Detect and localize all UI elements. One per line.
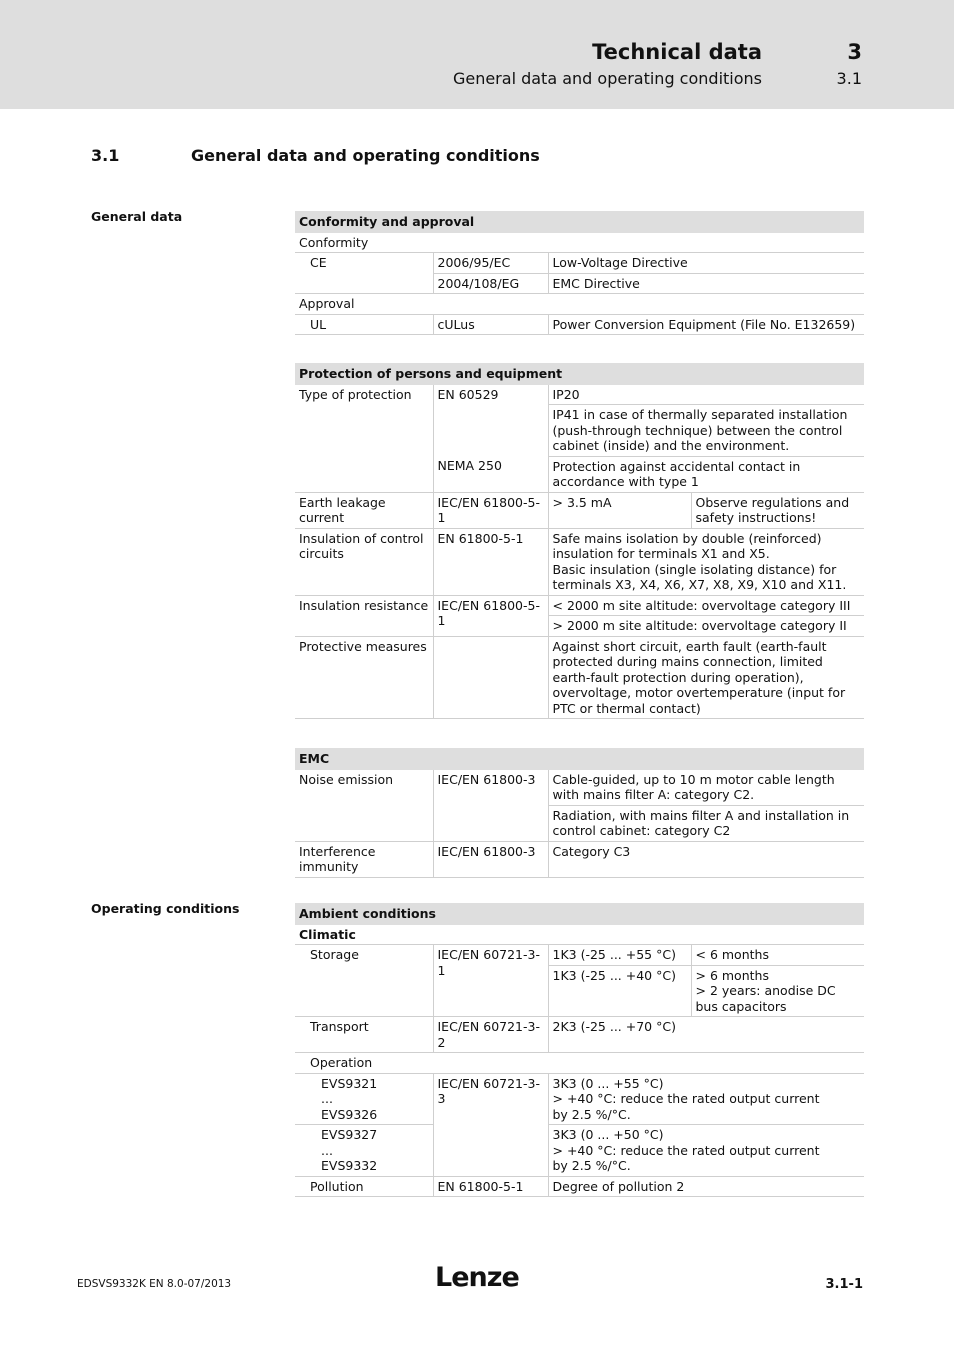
- table-heading: Conformity and approval: [295, 211, 864, 233]
- row-label: Insulation of control circuits: [295, 528, 433, 595]
- value-line: > 6 months: [695, 967, 769, 983]
- std-cell: NEMA 250: [433, 456, 548, 492]
- side-label-general: General data: [91, 209, 183, 224]
- page-header: [0, 0, 954, 109]
- row-label: Noise emission: [295, 770, 433, 842]
- row-label: Pollution: [295, 1176, 433, 1197]
- section-title: General data and operating conditions: [191, 146, 540, 165]
- note-cell: [691, 965, 864, 1017]
- lenze-logo: Lenze: [435, 1262, 519, 1293]
- protection-table: [295, 363, 864, 719]
- std-cell: EN 61800-5-1: [433, 1176, 548, 1197]
- value-cell: [548, 528, 864, 595]
- value-cell: [548, 1073, 864, 1125]
- table-heading: Protection of persons and equipment: [295, 363, 864, 385]
- value-cell: IP41 in case of thermally separated installation (push-through technique) between the control cabinet (inside) and the environment.: [548, 405, 864, 457]
- std-cell: IEC/EN 60721-3-2: [433, 1017, 548, 1053]
- ambient-table: [295, 903, 864, 1197]
- std-cell: IEC/EN 60721-3-1: [433, 945, 548, 1017]
- ul-label: UL: [295, 314, 433, 335]
- side-label-operating: Operating conditions: [91, 901, 240, 916]
- value-cell: Cable-guided, up to 10 m motor cable length with mains filter A: category C2.: [548, 770, 864, 806]
- page-number: 3.1-1: [825, 1277, 863, 1292]
- desc-cell: EMC Directive: [548, 273, 864, 294]
- std-cell: 2004/108/EG: [433, 273, 548, 294]
- row-label: EVS9321 ... EVS9326: [295, 1073, 433, 1125]
- desc-cell: Low-Voltage Directive: [548, 253, 864, 274]
- value-line: > +40 °C: reduce the rated output current by 2.5 %/°C.: [552, 1091, 820, 1122]
- std-cell: IEC/EN 61800-5-1: [433, 492, 548, 528]
- row-label: Approval: [295, 294, 864, 315]
- value-cell: IP20: [548, 385, 864, 405]
- value-cell: 1K3 (-25 ... +40 °C): [548, 965, 691, 1017]
- conformity-table: [295, 211, 864, 335]
- value-cell: [548, 1125, 864, 1177]
- row-label: Earth leakage current: [295, 492, 433, 528]
- std-cell: EN 61800-5-1: [433, 528, 548, 595]
- value-cell: Protection against accidental contact in accordance with type 1: [548, 456, 864, 492]
- value-line: 3K3 (0 ... +50 °C): [552, 1127, 664, 1142]
- row-label: Type of protection: [295, 385, 433, 493]
- value-cell: 2K3 (-25 ... +70 °C): [548, 1017, 864, 1053]
- row-label: Climatic: [295, 925, 864, 945]
- row-label: Operation: [295, 1053, 864, 1074]
- emc-table: [295, 748, 864, 878]
- std-cell: 2006/95/EC: [433, 253, 548, 274]
- value-line: > 2 years: anodise DC bus capacitors: [695, 983, 836, 1014]
- std-cell: cULus: [433, 314, 548, 335]
- std-cell: IEC/EN 61800-5-1: [433, 595, 548, 636]
- section-number: 3.1: [91, 146, 120, 165]
- value-cell: Against short circuit, earth fault (earth-fault protected during mains connection, limited earth-fault protection during operation), overvoltage, motor overtemperature (input for PTC or thermal contact): [548, 636, 864, 719]
- value-cell: < 2000 m site altitude: overvoltage category III: [548, 595, 864, 616]
- value-cell: > 2000 m site altitude: overvoltage category II: [548, 616, 864, 637]
- std-cell: EN 60529: [433, 385, 548, 457]
- row-label: Insulation resistance: [295, 595, 433, 636]
- row-label: Interference immunity: [295, 841, 433, 877]
- value-line: Basic insulation (single isolating distance) for terminals X3, X4, X6, X7, X8, X9, X10 and X11.: [552, 561, 847, 592]
- value-cell: 1K3 (-25 ... +55 °C): [548, 945, 691, 966]
- footer-doc-id: EDSVS9332K EN 8.0-07/2013: [77, 1278, 232, 1290]
- row-label: EVS9327 ... EVS9332: [295, 1125, 433, 1177]
- desc-cell: Power Conversion Equipment (File No. E132659): [548, 314, 864, 335]
- header-section: 3.1: [836, 69, 862, 88]
- row-label: Protective measures: [295, 636, 433, 719]
- std-cell: IEC/EN 60721-3-3: [433, 1073, 548, 1176]
- ce-label: CE: [295, 253, 433, 294]
- table-heading: EMC: [295, 748, 864, 770]
- row-label: Conformity: [295, 233, 864, 253]
- header-subtitle: General data and operating conditions: [452, 69, 762, 88]
- header-chapter: 3: [847, 40, 862, 64]
- row-label: Transport: [295, 1017, 433, 1053]
- std-cell: IEC/EN 61800-3: [433, 841, 548, 877]
- std-cell: [433, 636, 548, 719]
- row-label: Storage: [295, 945, 433, 1017]
- value-line: > +40 °C: reduce the rated output current by 2.5 %/°C.: [552, 1142, 820, 1173]
- value-cell: Category C3: [548, 841, 864, 877]
- note-cell: Observe regulations and safety instructions!: [691, 492, 864, 528]
- table-heading: Ambient conditions: [295, 903, 864, 925]
- std-cell: IEC/EN 61800-3: [433, 770, 548, 842]
- value-line: 3K3 (0 ... +55 °C): [552, 1075, 664, 1091]
- value-cell: Radiation, with mains filter A and installation in control cabinet: category C2: [548, 805, 864, 841]
- value-cell: > 3.5 mA: [548, 492, 691, 528]
- value-line: Safe mains isolation by double (reinforced) insulation for terminals X1 and X5.: [552, 530, 822, 561]
- value-cell: Degree of pollution 2: [548, 1176, 864, 1197]
- note-cell: < 6 months: [691, 945, 864, 966]
- header-title: Technical data: [592, 40, 762, 64]
